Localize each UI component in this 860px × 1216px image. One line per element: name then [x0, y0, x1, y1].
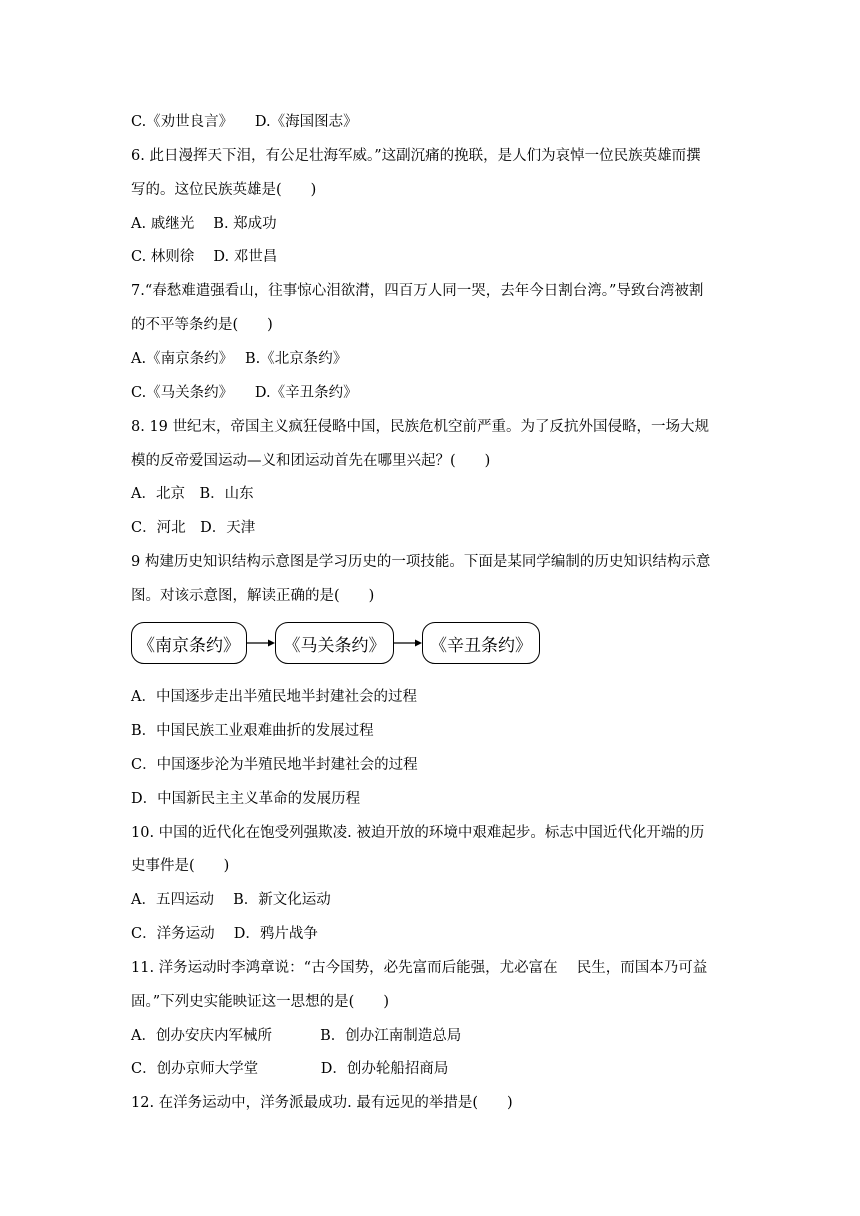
- q9-option-d: D．中国新民主主义革命的发展历程: [131, 791, 361, 807]
- treaty-box-xinchou: 《辛丑条约》: [422, 622, 540, 664]
- q8-stem-line-2: 模的反帝爱国运动—义和团运动首先在哪里兴起？( ): [131, 453, 491, 469]
- q9-option-c: C．中国逐步沦为半殖民地半封建社会的过程: [131, 757, 418, 773]
- q11-options-cd: C．创办京师大学堂 D．创办轮船招商局: [131, 1061, 449, 1077]
- q10-stem-line-1: 10. 中国的近代化在饱受列强欺凌. 被迫开放的环境中艰难起步。标志中国近代化开端的历: [131, 825, 705, 841]
- q11-stem-line-1: 11. 洋务运动时李鸿章说：“古今国势，必先富而后能强，尤必富在 民生，而国本乃可益: [131, 960, 708, 976]
- arrow-right-icon: [247, 638, 275, 648]
- q9-option-b: B．中国民族工业艰难曲折的发展过程: [131, 723, 374, 739]
- q10-options-ab: A．五四运动 B．新文化运动: [131, 892, 331, 908]
- q7-stem-line-1: 7.“春愁难遣强看山，往事惊心泪欲潸，四百万人同一哭，去年今日割台湾。”导致台湾被割: [131, 283, 704, 299]
- q7-options-ab: A.《南京条约》 B.《北京条约》: [131, 351, 348, 367]
- q6-stem-line-2: 写的。这位民族英雄是( ): [131, 182, 317, 198]
- arrow-right-icon: [394, 638, 422, 648]
- q11-stem-line-2: 固。”下列史实能映证这一思想的是( ): [131, 994, 389, 1010]
- q6-stem-line-1: 6. 此日漫挥天下泪，有公足壮海军威。”这副沉痛的挽联，是人们为哀悼一位民族英雄而撰: [131, 148, 701, 164]
- q12-stem-line-1: 12. 在洋务运动中，洋务派最成功. 最有远见的举措是( ): [131, 1095, 513, 1111]
- q5-options-cd: C.《劝世良言》 D.《海国图志》: [131, 114, 358, 130]
- q8-options-cd: C．河北 D．天津: [131, 520, 256, 536]
- treaty-box-maguan: 《马关条约》: [275, 622, 394, 664]
- q6-options-cd: C. 林则徐 D. 邓世昌: [131, 249, 278, 265]
- q8-stem-line-1: 8. 19 世纪末，帝国主义疯狂侵略中国，民族危机空前严重。为了反抗外国侵略，一场大规: [131, 419, 709, 435]
- q9-stem-line-2: 图。对该示意图，解读正确的是( ): [131, 588, 375, 604]
- q7-stem-line-2: 的不平等条约是( ): [131, 317, 273, 333]
- treaty-box-nanjing: 《南京条约》: [131, 622, 247, 664]
- q10-options-cd: C．洋务运动 D．鸦片战争: [131, 926, 318, 942]
- q6-options-ab: A. 戚继光 B. 郑成功: [131, 216, 277, 232]
- q7-options-cd: C.《马关条约》 D.《辛丑条约》: [131, 385, 358, 401]
- q9-option-a: A．中国逐步走出半殖民地半封建社会的过程: [131, 689, 417, 705]
- q9-stem-line-1: 9 构建历史知识结构示意图是学习历史的一项技能。下面是某同学编制的历史知识结构示意: [131, 554, 711, 570]
- treaty-flow-diagram: [131, 622, 540, 664]
- q11-options-ab: A．创办安庆内军械所 B．创办江南制造总局: [131, 1028, 462, 1044]
- q8-options-ab: A．北京 B．山东: [131, 486, 254, 502]
- q10-stem-line-2: 史事件是( ): [131, 858, 230, 874]
